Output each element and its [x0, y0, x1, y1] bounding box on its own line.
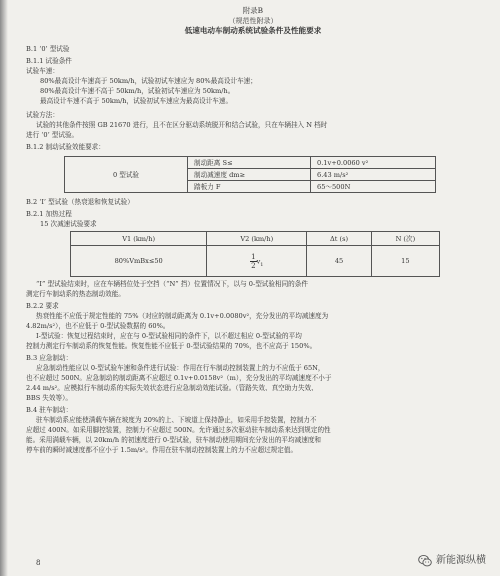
wechat-watermark	[418, 554, 486, 568]
watermark-text: 新能源纵横	[436, 555, 486, 566]
heating-table	[70, 231, 440, 277]
formula-variable: v	[256, 257, 261, 265]
type0-requirements-table	[64, 156, 436, 193]
table-label-cell: 0 型试验	[65, 157, 188, 193]
paragraph-line: 热衰性能不应低于规定性能的 75%（对应的制动距离为 0.1v+0.0080v²，充分发出的平均减速度为	[36, 312, 329, 320]
paragraph-line: I-型试验：恢复过程结束时，应在与 0-型试验相同的条件下，以不超过相应 0-型试验的平均	[36, 332, 302, 340]
page-edge-shadow	[0, 0, 8, 576]
table-cell: 踏板力 F	[188, 181, 311, 193]
method-label: 试验方法：	[26, 111, 59, 119]
table-header: N (次)	[371, 232, 439, 246]
paragraph-line: “I” 型试验结束时，应在车辆档位处于空挡（“N” 挡）位置情况下，以与 0-型试验相同的条件	[36, 280, 308, 288]
section-b2-1: B.2.1 加热过程	[26, 210, 72, 218]
table-row	[65, 157, 436, 169]
table-cell: 制动减速度 dm≥	[188, 169, 311, 181]
table-cell-formula	[207, 246, 307, 277]
table-caption: 15 次减速试验要求	[40, 220, 97, 228]
paragraph-line: 控制力测定行车制动系的恢复性能。恢复性能不应低于 0-型试验结果的 70%，也不应高于 150%。	[26, 342, 317, 350]
table-cell: 制动距离 S≤	[188, 157, 311, 169]
paragraph-line: 停车前的瞬时减速度都不应小于 1.5m/s²。作用在驻车制动控制装置上的力不应超过规定值。	[26, 446, 298, 454]
speed-line: 最高设计车速不高于 50km/h，试验初试车速应为最高设计车速。	[40, 97, 233, 105]
table-cell: 6.43 m/s²	[311, 169, 436, 181]
section-b2: B.2 ‘I’ 型试验（热衰退和恢复试验）	[26, 198, 134, 206]
table-cell: 15	[371, 246, 439, 277]
table-header: V2 (km/h)	[207, 232, 307, 246]
paragraph-line: 应超过 400N。如采用脚控装置，控制力不应超过 500N。允许通过多次驱动驻车制动系来达到规定的性	[26, 426, 331, 434]
section-b4: B.4 驻车制动：	[26, 406, 73, 414]
paragraph-line: 驻车制动系应能使满载车辆在坡度为 20%的上、下坡道上保持静止，如采用手控装置，控制力不	[36, 416, 317, 424]
speed-line: 80%最高设计车速高于 50km/h，试验初试车速应为 80%最高设计车速；	[40, 77, 257, 85]
fraction-denominator: 2	[251, 261, 256, 270]
table-header-row	[71, 232, 440, 246]
table-header: Δt (s)	[307, 232, 371, 246]
section-b1-2: B.1.2 制动试验效能要求：	[26, 143, 105, 151]
appendix-nature: （规范性附录）	[228, 17, 278, 25]
table-row	[71, 246, 440, 277]
section-b1-1: B.1.1 试验条件	[26, 57, 72, 65]
section-b2-2: B.2.2 要求	[26, 302, 59, 310]
appendix-label: 附录B	[242, 6, 264, 15]
page-number: 8	[36, 559, 41, 567]
paragraph-line: 测定行车制动系的热态制动效能。	[26, 290, 125, 298]
table-header: V1 (km/h)	[71, 232, 207, 246]
document-title: 低速电动车制动系统试验条件及性能要求	[184, 26, 322, 35]
paragraph-line: BBS 失效等）。	[26, 394, 72, 402]
section-b3: B.3 应急制动：	[26, 354, 73, 362]
table-cell: 80%VmBx≤50	[71, 246, 207, 277]
paragraph-line: 也不应超过 500N。应急制动的制动距离不应超过 0.1v+0.0158v²（m），充分发出的平均减速度不小于	[26, 374, 332, 382]
paragraph-line: 2.44 m/s²。应模拟行车制动系的实际失效状态进行应急制动效能试验。（管路失效、真空助力失效、	[26, 384, 318, 392]
fraction-numerator: 1	[251, 252, 256, 261]
paragraph-line: 4.82m/s²），也不应低于 0-型试验数据的 60%。	[26, 322, 170, 330]
speed-line: 80%最高设计车速不高于 50km/h，试验初试车速应为 50km/h。	[40, 87, 235, 95]
wechat-icon	[418, 554, 432, 568]
paragraph-line: 能。采用满载车辆，以 20km/h 的初速度进行 0-型试验，驻车制动使用期间充分发出的平均减速度和	[26, 436, 321, 444]
table-cell: 0.1v+0.0060 v²	[311, 157, 436, 169]
formula-subscript: 1	[260, 261, 264, 268]
section-b1: B.1 ‘0’ 型试验	[26, 45, 70, 53]
speed-label: 试验车速：	[26, 67, 59, 75]
method-text: 进行 ‘0’ 型试验。	[26, 131, 79, 139]
table-cell: 65～500N	[311, 181, 436, 193]
paragraph-line: 应急制动性能应以 0-型试验车速和条件进行试验：作用在行车制动控制装置上的力不应低于 65N，	[36, 364, 325, 372]
table-cell: 45	[307, 246, 371, 277]
method-text: 试验的其他条件按照 GB 21670 进行，且不在区分驱动系统脱开和结合试验，只在车辆挂入 N 档时	[36, 121, 328, 129]
